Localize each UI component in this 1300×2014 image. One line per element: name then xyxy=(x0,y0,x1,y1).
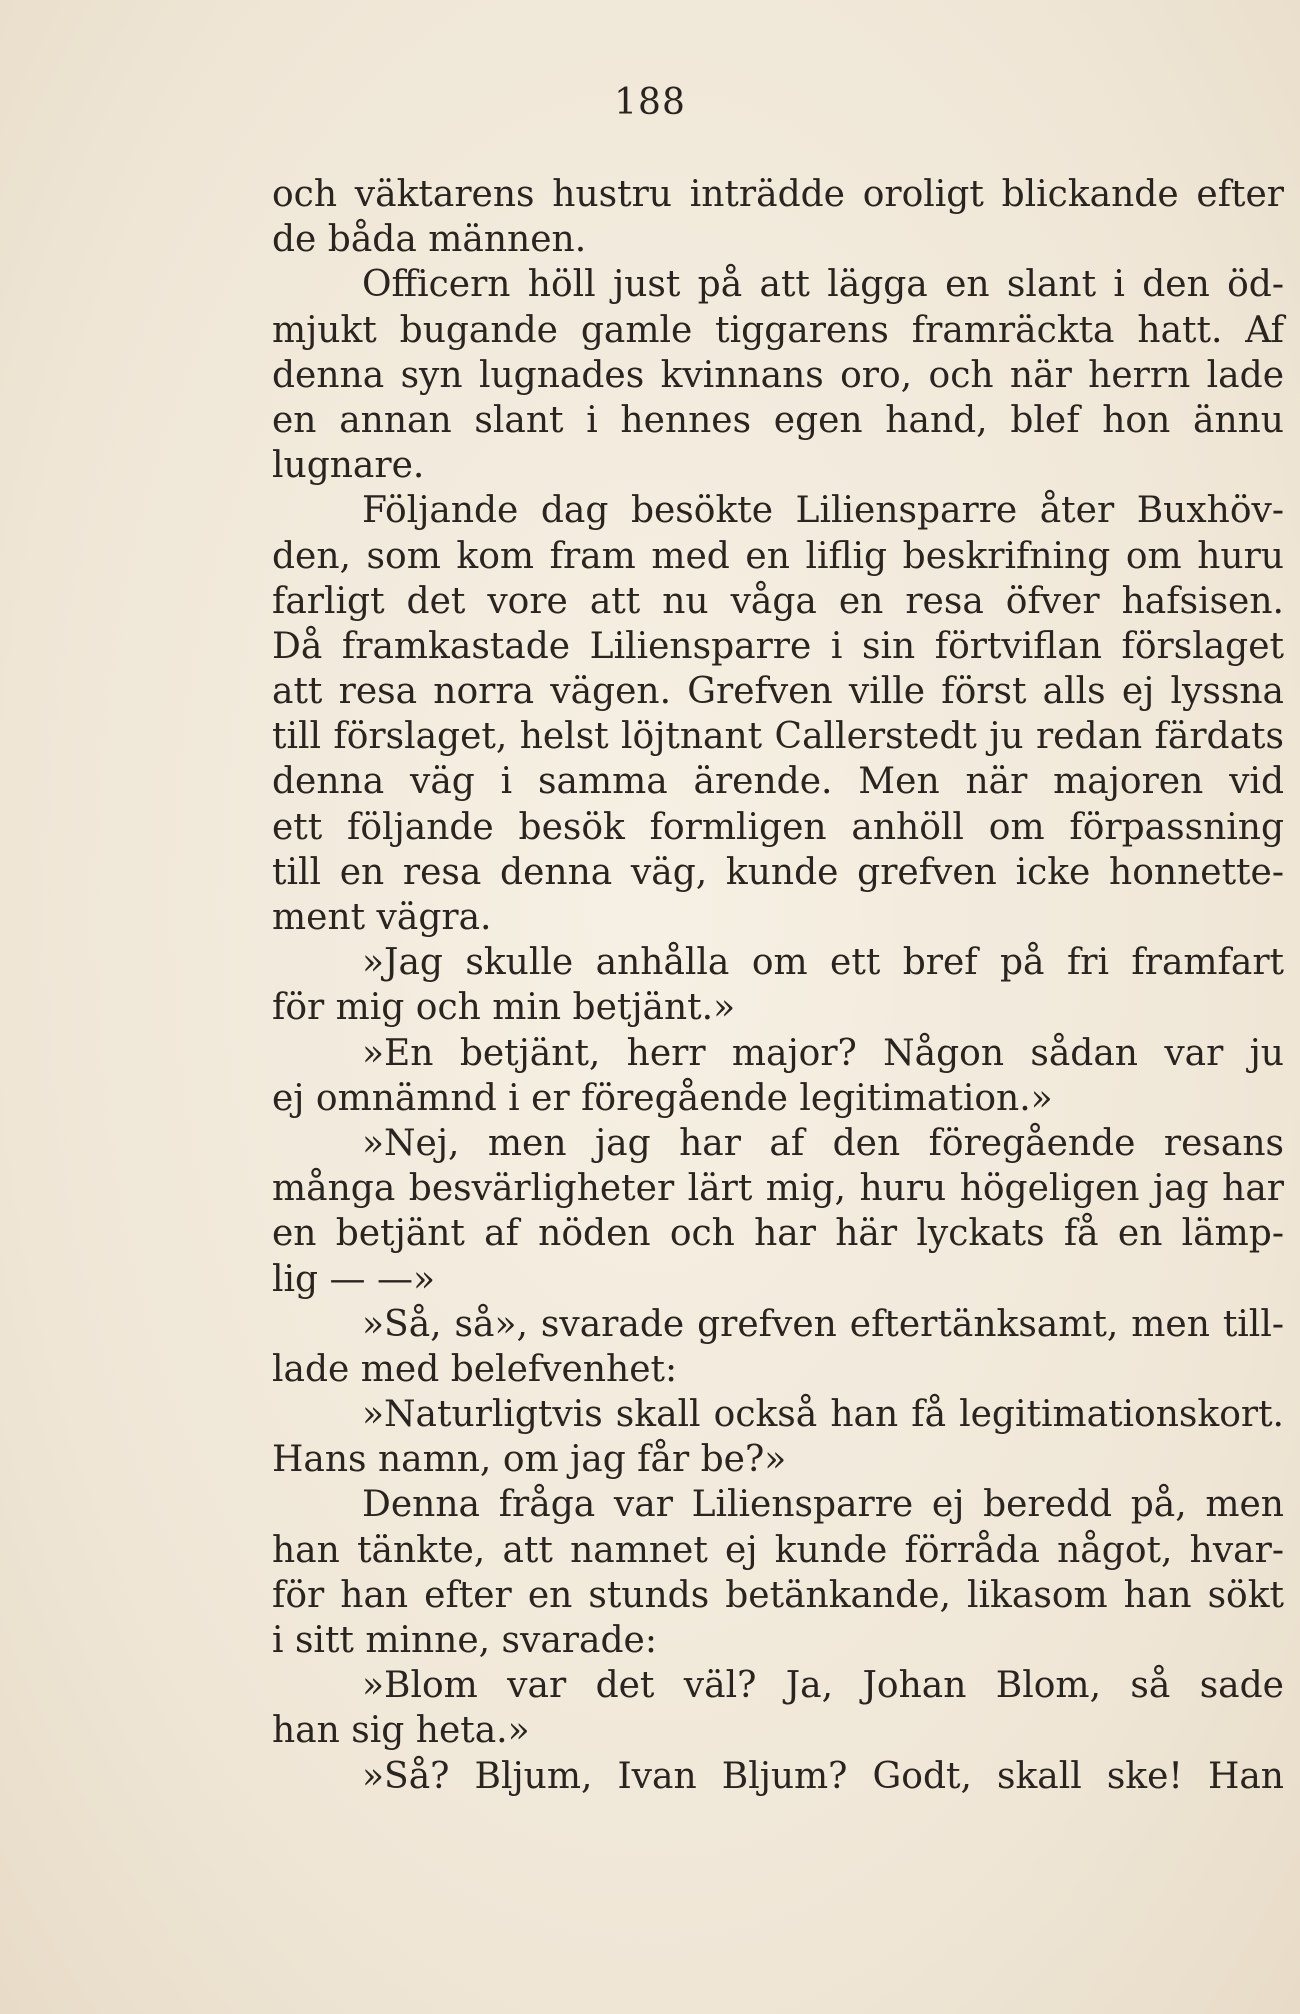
text-line: lugnare. xyxy=(272,445,425,487)
text-line: denna väg i samma ärende. Men när majoren vid xyxy=(272,761,1284,803)
text-line: till förslaget, helst löjtnant Callerstedt ju redan färdats xyxy=(272,716,1284,758)
text-line: den, som kom fram med en liflig beskrifning om huru xyxy=(272,535,1284,577)
text-line: »Nej, men jag har af den föregående resans xyxy=(362,1122,1284,1164)
text-line: »Naturligtvis skall också han få legitimationskort. xyxy=(362,1394,1284,1436)
text-line: de båda männen. xyxy=(272,219,587,261)
text-line: i sitt minne, svarade: xyxy=(272,1620,657,1661)
text-line: »Blom var det väl? Ja, Johan Blom, så sade xyxy=(362,1665,1284,1707)
text-line: »Så? Bljum, Ivan Bljum? Godt, skall ske! Han xyxy=(362,1755,1284,1797)
text-line: mjukt bugande gamle tiggarens framräckta hatt. Af xyxy=(272,309,1284,351)
text-line: Hans namn, om jag får be?» xyxy=(272,1439,787,1481)
text-line: »Så, så», svarade grefven eftertänksamt, men till- xyxy=(362,1303,1284,1345)
text-line: lig — —» xyxy=(272,1258,435,1300)
text-line: många besvärligheter lärt mig, huru högeligen jag har xyxy=(272,1168,1284,1210)
text-line: lade med belefvenhet: xyxy=(272,1348,678,1390)
text-line: och väktarens hustru inträdde oroligt blickande efter xyxy=(272,174,1284,215)
text-line: för han efter en stunds betänkande, likasom han sökt xyxy=(272,1574,1284,1616)
text-line: denna syn lugnades kvinnans oro, och när herrn lade xyxy=(272,354,1284,396)
text-line: att resa norra vägen. Grefven ville först alls ej lyssna xyxy=(272,671,1284,713)
text-line: en betjänt af nöden och har här lyckats få en lämp- xyxy=(272,1213,1284,1255)
text-line: Denna fråga var Liliensparre ej beredd på, men xyxy=(362,1484,1284,1526)
text-line: farligt det vore att nu våga en resa öfver hafsisen. xyxy=(272,580,1284,622)
text-line: en annan slant i hennes egen hand, blef hon ännu xyxy=(272,399,1284,441)
text-line: Officern höll just på att lägga en slant i den öd- xyxy=(362,264,1284,306)
text-line: »En betjänt, herr major? Någon sådan var ju xyxy=(362,1032,1284,1074)
text-line: han tänkte, att namnet ej kunde förråda något, hvar- xyxy=(272,1529,1284,1571)
text-line: för mig och min betjänt.» xyxy=(272,987,736,1029)
text-line: ett följande besök formligen anhöll om förpassning xyxy=(272,806,1284,848)
text-line: han sig heta.» xyxy=(272,1710,530,1752)
text-line: Följande dag besökte Liliensparre åter Buxhöv- xyxy=(362,490,1284,532)
text-line: »Jag skulle anhålla om ett bref på fri framfart xyxy=(362,942,1284,984)
text-line: ej omnämnd i er föregående legitimation.» xyxy=(272,1077,1053,1119)
page-number: 188 xyxy=(614,82,686,123)
text-line: ment vägra. xyxy=(272,897,492,938)
text-line: till en resa denna väg, kunde grefven icke honnette- xyxy=(272,851,1284,893)
text-line: Då framkastade Liliensparre i sin förtviflan förslaget xyxy=(272,625,1284,667)
body-text xyxy=(272,172,1284,1799)
